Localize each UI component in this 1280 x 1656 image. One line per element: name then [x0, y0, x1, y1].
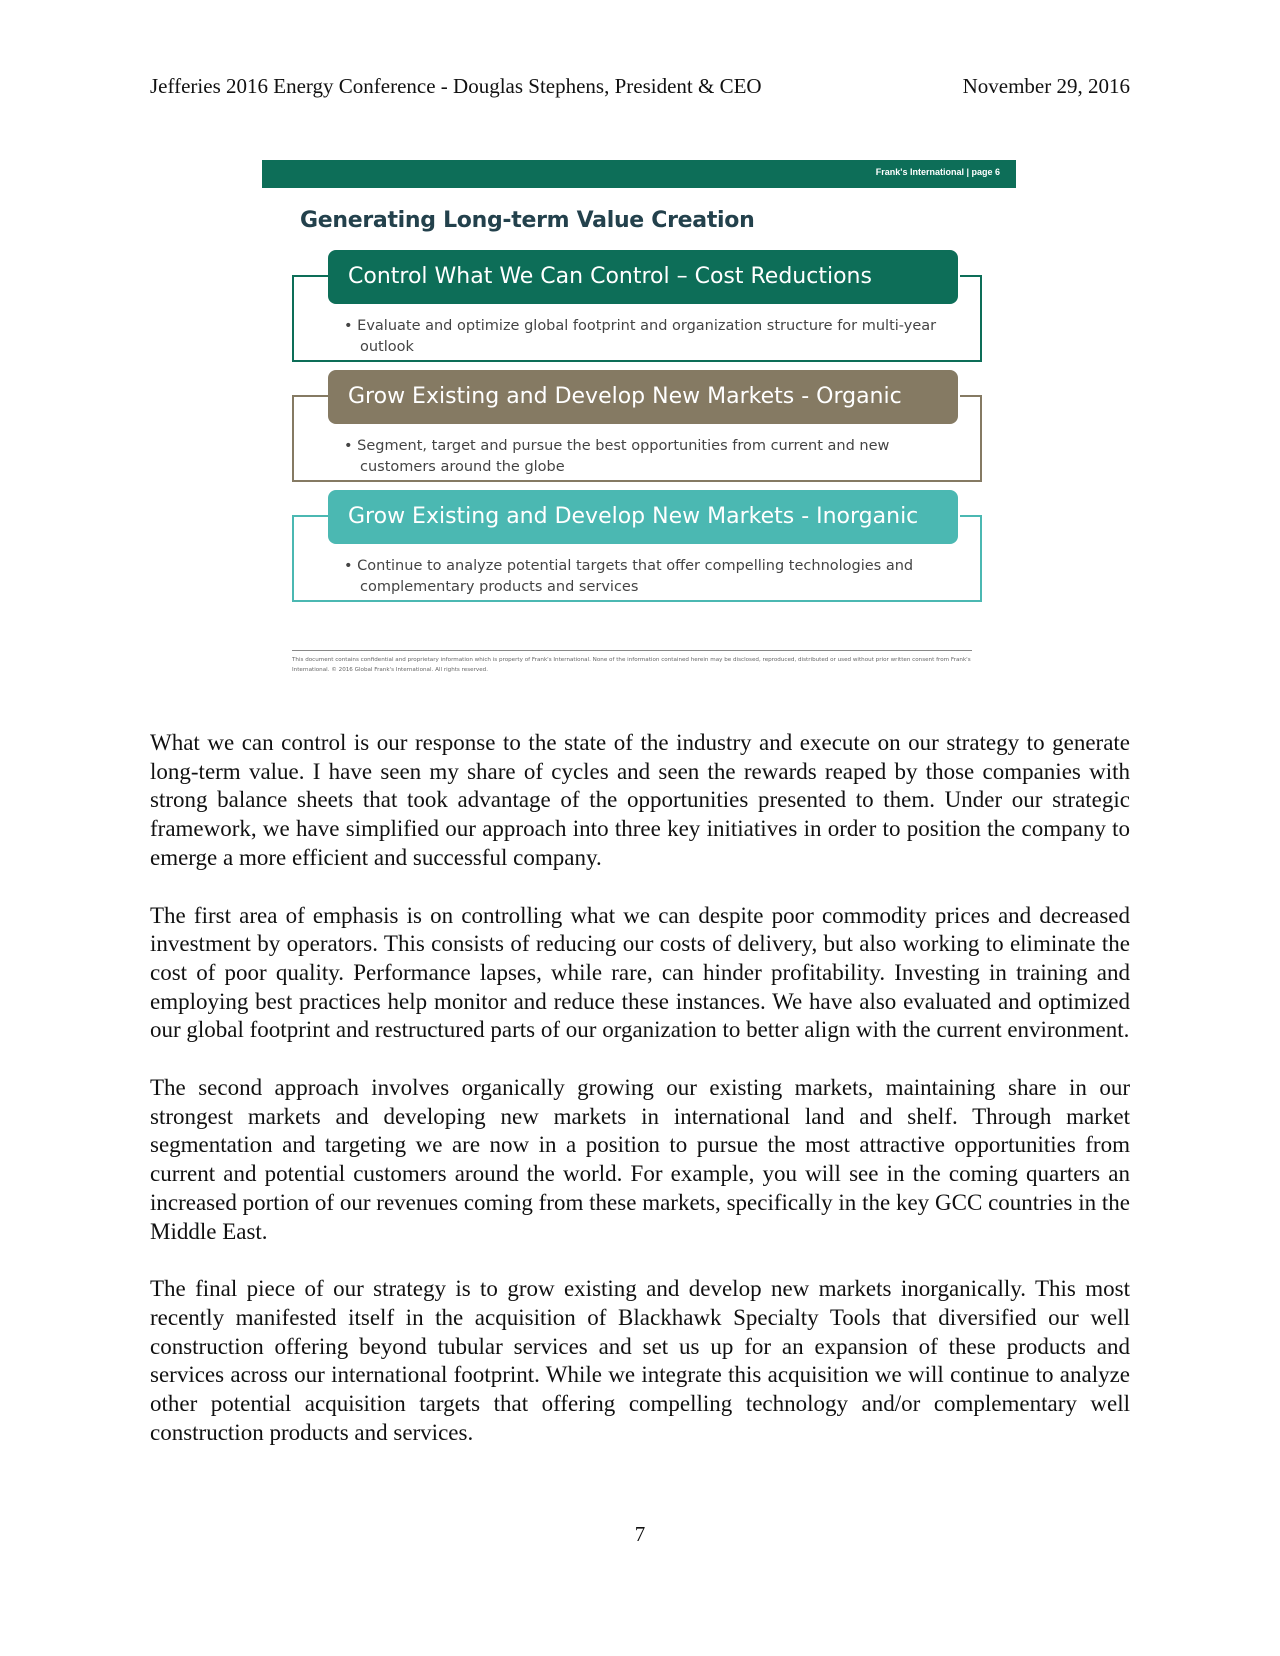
panel-bullet: • Segment, target and pursue the best opportunities from current and new customers around the globe — [344, 438, 890, 475]
body-paragraph: What we can control is our response to the state of the industry and execute on our strategy to generate long-term value. I have seen my share of cycles and seen the rewards reaped by those companies with strong balance sheets that took advantage of the opportunities presented to them. Under our strategic framework, we have simplified our approach into three key initiatives in order to position the company to emerge a more efficient and successful company. — [150, 730, 1130, 870]
slide-disclaimer: This document contains confidential and proprietary information which is property of Frank's International. None of the information contained herein may be disclosed, reproduced, distributed or used without prior written consent from Frank's International. © 2016 Global Frank's International. All rights reserved. — [292, 650, 972, 675]
panel-outline-tick — [960, 275, 982, 277]
panel-outline-tick — [292, 515, 330, 517]
initiative-panel-inorganic — [292, 490, 982, 602]
panel-heading: Grow Existing and Develop New Markets - Organic — [328, 370, 958, 424]
panel-outline-tick — [960, 515, 982, 517]
header-title: Jefferies 2016 Energy Conference - Douglas Stephens, President & CEO — [150, 74, 762, 98]
body-paragraph: The final piece of our strategy is to grow existing and develop new markets inorganically. This most recently manifested itself in the acquisition of Blackhawk Specialty Tools that diversified our well construction offering beyond tubular services and set us up for an expansion of these products and services across our international footprint. While we integrate this acquisition we will continue to analyze other potential acquisition targets that offering compelling technology and/or complementary well construction products and services. — [150, 1276, 1130, 1445]
slide-page-label: Frank's International | page 6 — [875, 167, 1000, 177]
panel-outline-tick — [292, 275, 330, 277]
panel-bullet: • Evaluate and optimize global footprint and organization structure for multi-year outlook — [344, 318, 937, 355]
panel-heading: Control What We Can Control – Cost Reductions — [328, 250, 958, 304]
panel-outline-tick — [960, 395, 982, 397]
embedded-slide — [262, 160, 1016, 690]
panel-outline-tick — [292, 395, 330, 397]
initiative-panel-organic — [292, 370, 982, 482]
body-paragraph: The second approach involves organically growing our existing markets, maintaining share in our strongest markets and developing new markets in international land and shelf. Through market segmentation and targeting we are now in a position to pursue the most attractive opportunities from current and potential customers around the world. For example, you will see in the coming quarters an increased portion of our revenues coming from these markets, specifically in the key GCC countries in the Middle East. — [150, 1075, 1130, 1244]
initiative-panel-cost-reductions — [292, 250, 982, 362]
body-paragraph: The first area of emphasis is on controlling what we can despite poor commodity prices and decreased investment by operators. This consists of reducing our costs of delivery, but also working to eliminate the cost of poor quality. Performance lapses, while rare, can hinder profitability. Investing in training and employing best practices help monitor and reduce these instances. We have also evaluated and optimized our global footprint and restructured parts of our organization to better align with the current environment. — [150, 902, 1130, 1043]
body-text — [150, 729, 1130, 1476]
panel-bullet: • Continue to analyze potential targets that offer compelling technologies and complementary products and services — [344, 558, 914, 595]
panel-heading: Grow Existing and Develop New Markets - Inorganic — [328, 490, 958, 544]
slide-title: Generating Long-term Value Creation — [300, 208, 755, 233]
page-header — [150, 74, 1130, 99]
slide-top-bar — [262, 160, 1016, 188]
page-number: 7 — [634, 1522, 646, 1546]
header-date: November 29, 2016 — [962, 74, 1130, 98]
